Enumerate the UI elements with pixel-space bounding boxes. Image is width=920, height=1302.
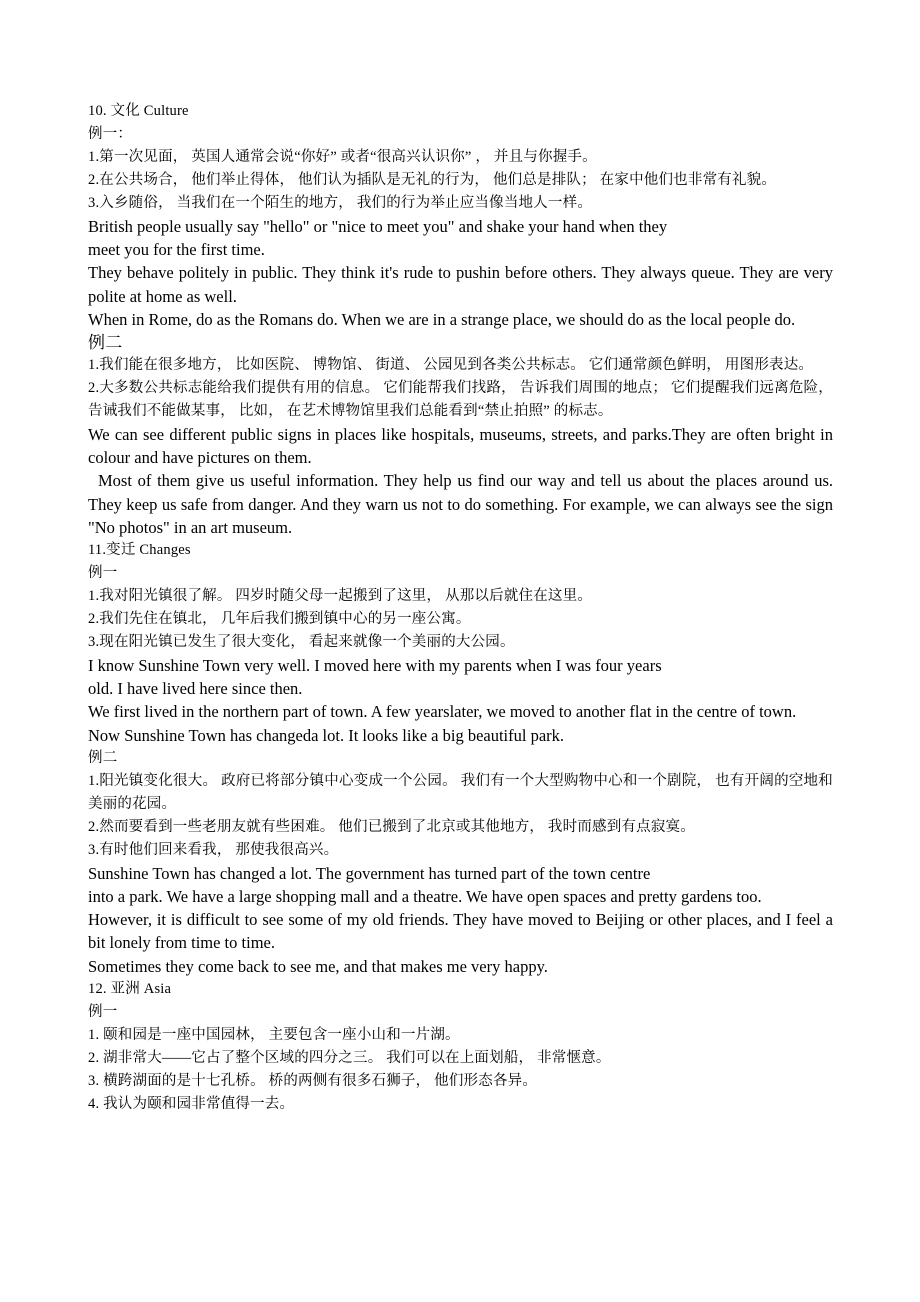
english-paragraph: They behave politely in public. They think it's rude to pushin before others. They always queue. They are very polite at home as well. — [88, 263, 833, 306]
english-line: Sunshine Town has changed a lot. The government has turned part of the town centre — [88, 863, 651, 883]
english-line: Sometimes they come back to see me, and that makes me very happy. — [88, 956, 548, 976]
chinese-line: 2.我们先住在镇北， 几年后我们搬到镇中心的另一座公寓。 — [88, 611, 471, 628]
chinese-line: 3. 横跨湖面的是十七孔桥。 桥的两侧有很多石狮子， 他们形态各异。 — [88, 1072, 538, 1089]
chinese-line: 1.阳光镇变化很大。 政府已将部分镇中心变成一个公园。 我们有一个大型购物中心和一个剧院， 也有开阔的空地和美丽的花园。 — [88, 772, 833, 812]
chinese-line: 3.有时他们回来看我， 那使我很高兴。 — [88, 841, 339, 858]
section-12-heading: 12. 亚洲 Asia — [88, 980, 172, 997]
chinese-line: 2.大多数公共标志能给我们提供有用的信息。 它们能帮我们找路， 告诉我们周围的地点； 它们提醒我们远离危险， 告诫我们不能做某事， 比如， 在艺术博物馆里我们总能看到“禁止拍照” 的标志。 — [88, 380, 833, 420]
chinese-line: 3.现在阳光镇已发生了很大变化， 看起来就像一个美丽的大公园。 — [88, 634, 515, 651]
chinese-line: 1. 颐和园是一座中国园林， 主要包含一座小山和一片湖。 — [88, 1026, 460, 1043]
english-paragraph: When in Rome, do as the Romans do. When we are in a strange place, we should do as the local people do. — [88, 309, 796, 329]
chinese-line: 2.然而要看到一些老朋友就有些困难。 他们已搬到了北京或其他地方， 我时而感到有点寂寞。 — [88, 818, 695, 835]
section-10-heading: 10. 文化 Culture — [88, 103, 189, 119]
english-line: Now Sunshine Town has changeda lot. It looks like a big beautiful park. — [88, 725, 565, 745]
english-paragraph: We first lived in the northern part of town. A few yearslater, we moved to another flat in the centre of town. — [88, 702, 797, 722]
english-paragraph: However, it is difficult to see some of my old friends. They have moved to Beijing or other places, and I feel a bit lonely from time to time. — [88, 910, 833, 953]
section-11-heading: 11.变迁 Changes — [88, 542, 191, 559]
english-line: meet you for the first time. — [88, 240, 265, 260]
chinese-line: 1.我们能在很多地方， 比如医院、 博物馆、 街道、 公园见到各类公共标志。 它们通常颜色鲜明， 用图形表达。 — [88, 357, 814, 374]
document-page — [88, 100, 833, 1116]
english-paragraph: into a park. We have a large shopping mall and a theatre. We have open spaces and pretty gardens too. — [88, 887, 762, 907]
example-1-label: 例一 — [88, 565, 118, 582]
example-1-label: 例一： — [88, 126, 133, 142]
chinese-line: 1.第一次见面， 英国人通常会说“你好” 或者“很高兴认识你” ， 并且与你握手。 — [88, 149, 597, 165]
english-line: old. I have lived here since then. — [88, 679, 303, 699]
chinese-line: 1.我对阳光镇很了解。 四岁时随父母一起搬到了这里， 从那以后就住在这里。 — [88, 588, 593, 605]
chinese-line: 2.在公共场合， 他们举止得体， 他们认为插队是无礼的行为， 他们总是排队； 在家中他们也非常有礼貌。 — [88, 172, 777, 188]
english-paragraph: We can see different public signs in places like hospitals, museums, streets, and parks.They are often bright in colour and have pictures on them. — [88, 425, 833, 468]
english-line: British people usually say "hello" or "nice to meet you" and shake your hand when they — [88, 217, 668, 236]
example-2-label: 例二 — [88, 749, 118, 766]
example-2-label: 例二 — [88, 333, 123, 353]
chinese-line: 3.入乡随俗， 当我们在一个陌生的地方， 我们的行为举止应当像当地人一样。 — [88, 195, 593, 211]
example-1-label: 例一 — [88, 1003, 118, 1020]
english-paragraph: Most of them give us useful information. They help us find our way and tell us about the places around us. They keep us safe from danger. And they warn us not to do something. For example, we can always see the sign "No photos" in an art museum. — [88, 471, 833, 537]
english-line: I know Sunshine Town very well. I moved here with my parents when I was four years — [88, 656, 662, 676]
chinese-line: 2. 湖非常大——它占了整个区域的四分之三。 我们可以在上面划船， 非常惬意。 — [88, 1049, 611, 1066]
chinese-line: 4. 我认为颐和园非常值得一去。 — [88, 1095, 295, 1112]
